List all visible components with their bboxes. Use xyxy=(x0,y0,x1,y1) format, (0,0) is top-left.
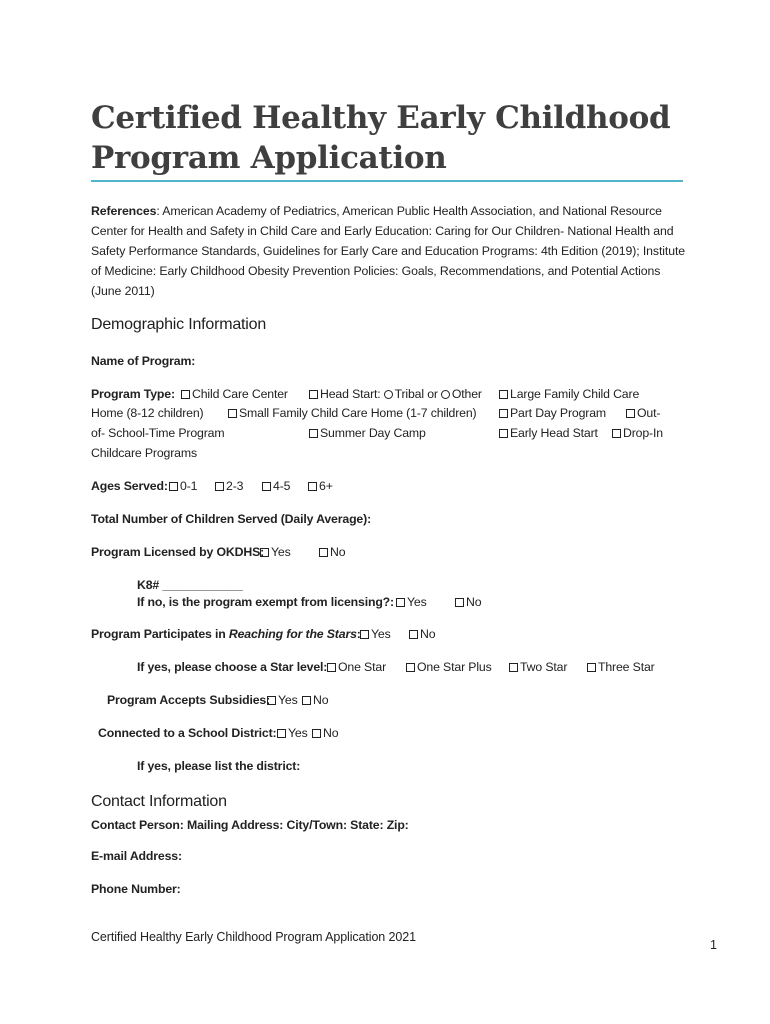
contact-heading: Contact Information xyxy=(91,793,227,810)
checkbox[interactable] xyxy=(215,482,224,491)
checkbox[interactable] xyxy=(302,696,311,705)
demographic-heading: Demographic Information xyxy=(91,316,267,333)
option-large-family[interactable]: Large Family Child Care xyxy=(499,387,639,401)
star-level-label: If yes, please choose a Star level: xyxy=(137,660,328,674)
phone-label: Phone Number: xyxy=(91,882,181,896)
references-text: : American Academy of Pediatrics, American Public Health Association, and National Resource Center for Health and Safety in Child Care and Early Education: Caring for Our Children- National Health and Safety Performance Standards, Guidelines for Early Care and Education Programs: 4th Edition (2019); Institute of Medicine: Early Childhood Obesity Prevention Policies: Goals, Recommendations, and Potential Actions (June 2011) xyxy=(91,204,686,298)
exempt-label: If no, is the program exempt from licensing?: xyxy=(137,595,394,609)
checkbox[interactable] xyxy=(169,482,178,491)
option-early-head-start[interactable]: Early Head Start xyxy=(499,426,598,440)
program-type-label: Program Type: xyxy=(91,387,175,401)
checkbox[interactable] xyxy=(319,548,328,557)
option-out-of-school[interactable]: Out- xyxy=(626,406,660,420)
checkbox[interactable] xyxy=(277,729,286,738)
star-level-three-star[interactable]: Three Star xyxy=(587,660,655,674)
licensed-label: Program Licensed by OKDHS: xyxy=(91,545,265,559)
checkbox[interactable] xyxy=(309,429,318,438)
exempt-yes[interactable]: Yes xyxy=(396,595,427,609)
age-option-6-plus[interactable]: 6+ xyxy=(308,479,333,493)
star-level-one-star[interactable]: One Star xyxy=(327,660,386,674)
stars-no[interactable]: No xyxy=(409,627,435,641)
checkbox[interactable] xyxy=(499,429,508,438)
checkbox[interactable] xyxy=(626,409,635,418)
option-small-family[interactable]: Small Family Child Care Home (1-7 children) xyxy=(228,406,477,420)
k8-number-label: K8# ____________ xyxy=(137,578,243,592)
checkbox[interactable] xyxy=(499,390,508,399)
checkbox[interactable] xyxy=(360,630,369,639)
page-number: 1 xyxy=(710,938,717,952)
checkbox[interactable] xyxy=(181,390,190,399)
name-of-program-label: Name of Program: xyxy=(91,354,196,368)
stars-label: Program Participates in Reaching for the Stars: xyxy=(91,627,361,641)
checkbox[interactable] xyxy=(260,548,269,557)
exempt-no[interactable]: No xyxy=(455,595,481,609)
option-childcare-programs-text: Childcare Programs xyxy=(91,446,197,460)
checkbox[interactable] xyxy=(308,482,317,491)
star-level-two-star[interactable]: Two Star xyxy=(509,660,567,674)
email-label: E-mail Address: xyxy=(91,849,182,863)
checkbox[interactable] xyxy=(327,663,336,672)
references-paragraph xyxy=(91,201,691,301)
option-home-8-12-text: Home (8-12 children) xyxy=(91,406,204,420)
licensed-yes[interactable]: Yes xyxy=(260,545,291,559)
age-option-0-1[interactable]: 0-1 xyxy=(169,479,197,493)
checkbox[interactable] xyxy=(262,482,271,491)
checkbox[interactable] xyxy=(587,663,596,672)
age-option-4-5[interactable]: 4-5 xyxy=(262,479,290,493)
subsidies-no[interactable]: No xyxy=(302,693,328,707)
ages-served-label: Ages Served: xyxy=(91,479,168,493)
licensed-no[interactable]: No xyxy=(319,545,345,559)
subsidies-label: Program Accepts Subsidies: xyxy=(107,693,271,707)
checkbox[interactable] xyxy=(267,696,276,705)
page-title: Certified Healthy Early Childhood Program Application xyxy=(91,100,671,176)
school-district-yes[interactable]: Yes xyxy=(277,726,308,740)
checkbox[interactable] xyxy=(396,598,405,607)
checkbox[interactable] xyxy=(406,663,415,672)
option-part-day[interactable]: Part Day Program xyxy=(499,406,606,420)
checkbox[interactable] xyxy=(612,429,621,438)
checkbox[interactable] xyxy=(509,663,518,672)
footer-text: Certified Healthy Early Childhood Program Application 2021 xyxy=(91,930,416,944)
checkbox[interactable] xyxy=(312,729,321,738)
checkbox[interactable] xyxy=(455,598,464,607)
checkbox[interactable] xyxy=(309,390,318,399)
title-rule xyxy=(91,180,683,182)
school-district-label: Connected to a School District: xyxy=(98,726,277,740)
option-out-of-school-text: of- School-Time Program xyxy=(91,426,225,440)
subsidies-yes[interactable]: Yes xyxy=(267,693,298,707)
option-summer-day-camp[interactable]: Summer Day Camp xyxy=(309,426,426,440)
radio-other[interactable] xyxy=(441,390,450,399)
references-label: References xyxy=(91,204,157,218)
checkbox[interactable] xyxy=(409,630,418,639)
stars-yes[interactable]: Yes xyxy=(360,627,391,641)
option-drop-in[interactable]: Drop-In xyxy=(612,426,663,440)
checkbox[interactable] xyxy=(228,409,237,418)
school-district-no[interactable]: No xyxy=(312,726,338,740)
star-level-one-star-plus[interactable]: One Star Plus xyxy=(406,660,492,674)
option-head-start[interactable]: Head Start: Tribal or Other xyxy=(309,387,482,401)
age-option-2-3[interactable]: 2-3 xyxy=(215,479,243,493)
contact-fields-line: Contact Person: Mailing Address: City/Town: State: Zip: xyxy=(91,818,409,832)
option-child-care-center[interactable]: Child Care Center xyxy=(181,387,288,401)
radio-tribal[interactable] xyxy=(384,390,393,399)
district-list-label: If yes, please list the district: xyxy=(137,759,301,773)
checkbox[interactable] xyxy=(499,409,508,418)
total-children-label: Total Number of Children Served (Daily Average): xyxy=(91,512,372,526)
